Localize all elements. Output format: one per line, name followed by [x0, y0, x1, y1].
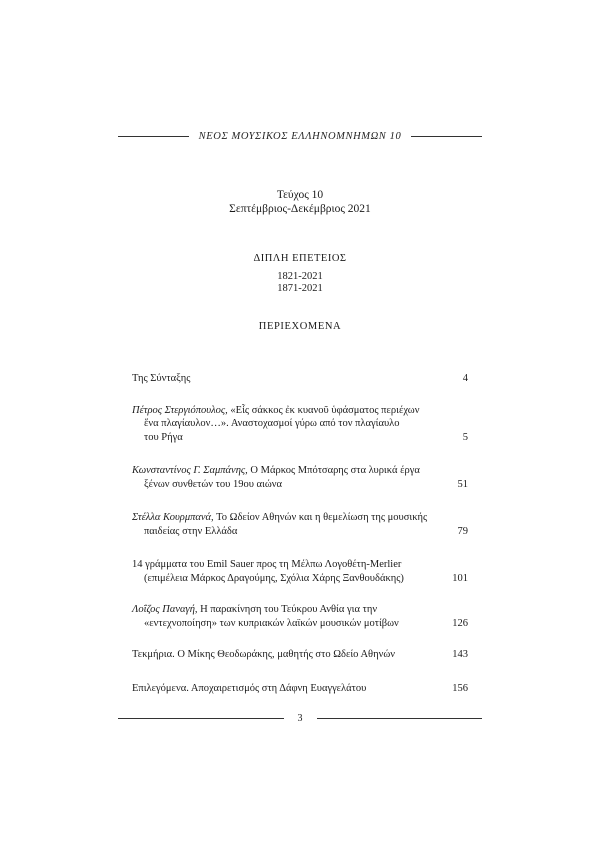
toc-page-number: 4	[462, 373, 468, 384]
toc-entry-first-line	[132, 649, 395, 660]
anniversary-year-1: 1821-2021	[277, 271, 323, 282]
toc-entry-first-line	[132, 604, 377, 615]
page-number: 3	[297, 713, 303, 724]
issue-number: Τεύχος 10	[276, 189, 324, 201]
toc-entry-first-line	[132, 512, 427, 523]
running-header	[118, 131, 482, 142]
footer-rule-right	[317, 718, 483, 719]
toc-title-continuation: του Ρήγα	[144, 431, 183, 443]
toc-entry-text	[132, 404, 438, 445]
toc-author: Στέλλα Κουρμπανά,	[132, 512, 214, 523]
toc-entry-first-line	[132, 465, 420, 476]
toc-page-number: 156	[452, 682, 468, 694]
footer-rule-left	[118, 718, 284, 719]
toc-title-continuation: παιδείας στην Ελλάδα	[144, 525, 238, 537]
toc-entry-first-line	[132, 683, 366, 694]
toc-entry[interactable]	[132, 603, 468, 630]
toc-entry[interactable]	[132, 372, 468, 386]
toc-entry-text	[132, 372, 438, 386]
toc-title: «Εἷς σάκκος ἐκ κυανοῦ ὑφάσματος περιέχων	[230, 404, 420, 416]
contents-heading: ΠΕΡΙΕΧΟΜΕΝΑ	[258, 321, 342, 332]
toc-page-number: 79	[457, 525, 468, 537]
toc-title: Η παρακίνηση του Τεύκρου Ανθία για την	[200, 604, 378, 615]
toc-entry-text	[132, 648, 438, 662]
toc-author: Λοΐζος Παναγή,	[132, 604, 198, 615]
toc-page-number: 101	[452, 572, 468, 584]
anniversary-title: ΔΙΠΛΗ ΕΠΕΤΕΙΟΣ	[253, 253, 347, 264]
header-rule-right	[411, 136, 482, 137]
toc-entry[interactable]	[132, 404, 468, 445]
toc-title: Τεκμήρια. Ο Μίκης Θεοδωράκης, μαθητής στο Ωδείο Αθηνών	[132, 649, 395, 660]
anniversary-year-2: 1871-2021	[277, 283, 323, 294]
issue-period: Σεπτέμβριος-Δεκέμβριος 2021	[229, 203, 371, 215]
page-footer	[118, 713, 482, 724]
toc-title-continuation: ξένων συνθετών του 19ου αιώνα	[144, 478, 283, 490]
toc-entry[interactable]	[132, 648, 468, 662]
toc-entry-text	[132, 511, 438, 538]
toc-author: Κωνσταντίνος Γ. Σαμπάνης,	[132, 465, 248, 476]
header-rule-left	[118, 136, 189, 137]
toc-entry-text	[132, 464, 438, 491]
toc-title: Ο Μάρκος Μπότσαρης στα λυρικά έργα	[250, 465, 420, 476]
toc-entry-text	[132, 682, 438, 696]
toc-entry[interactable]	[132, 464, 468, 491]
toc-page-number: 126	[452, 617, 468, 629]
toc-title-continuation: «εντεχνοποίηση» των κυπριακών λαϊκών μουσικών μοτίβων	[144, 617, 399, 629]
toc-title-continuation: (επιμέλεια Μάρκος Δραγούμης, Σχόλια Χάρης Ξανθουδάκης)	[144, 572, 404, 584]
toc-title: Επιλεγόμενα. Αποχαιρετισμός στη Δάφνη Ευαγγελάτου	[132, 682, 367, 694]
toc-entry-first-line	[132, 559, 401, 570]
toc-title: Το Ωδείον Αθηνών και η θεμελίωση της μουσικής	[216, 512, 428, 523]
toc-entry[interactable]	[132, 558, 468, 585]
anniversary-years	[0, 271, 600, 295]
toc-title: Της Σύνταξης	[132, 373, 191, 384]
toc-title: 14 γράμματα του Emil Sauer προς τη Μέλπω Λογοθέτη-Merlier	[132, 559, 402, 570]
toc-entry-first-line	[132, 373, 190, 384]
toc-title-continuation: ἕνα πλαγίαυλον…». Αναστοχασμοί γύρω από τον πλαγίαυλο	[144, 418, 400, 429]
toc-entry-first-line	[132, 405, 419, 416]
toc-author: Πέτρος Στεργιόπουλος,	[132, 404, 228, 416]
toc-entry[interactable]	[132, 682, 468, 696]
toc-page-number: 5	[462, 431, 468, 443]
journal-title: ΝΕΟΣ ΜΟΥΣΙΚΟΣ ΕΛΛΗΝΟΜΝΗΜΩΝ 10	[198, 131, 402, 142]
toc-entry-text	[132, 558, 438, 585]
toc-entry[interactable]	[132, 511, 468, 538]
toc-entry-text	[132, 603, 438, 630]
toc-page-number: 143	[452, 649, 468, 660]
toc-page-number: 51	[457, 478, 468, 490]
issue-info	[0, 188, 600, 216]
table-of-contents	[132, 372, 468, 695]
